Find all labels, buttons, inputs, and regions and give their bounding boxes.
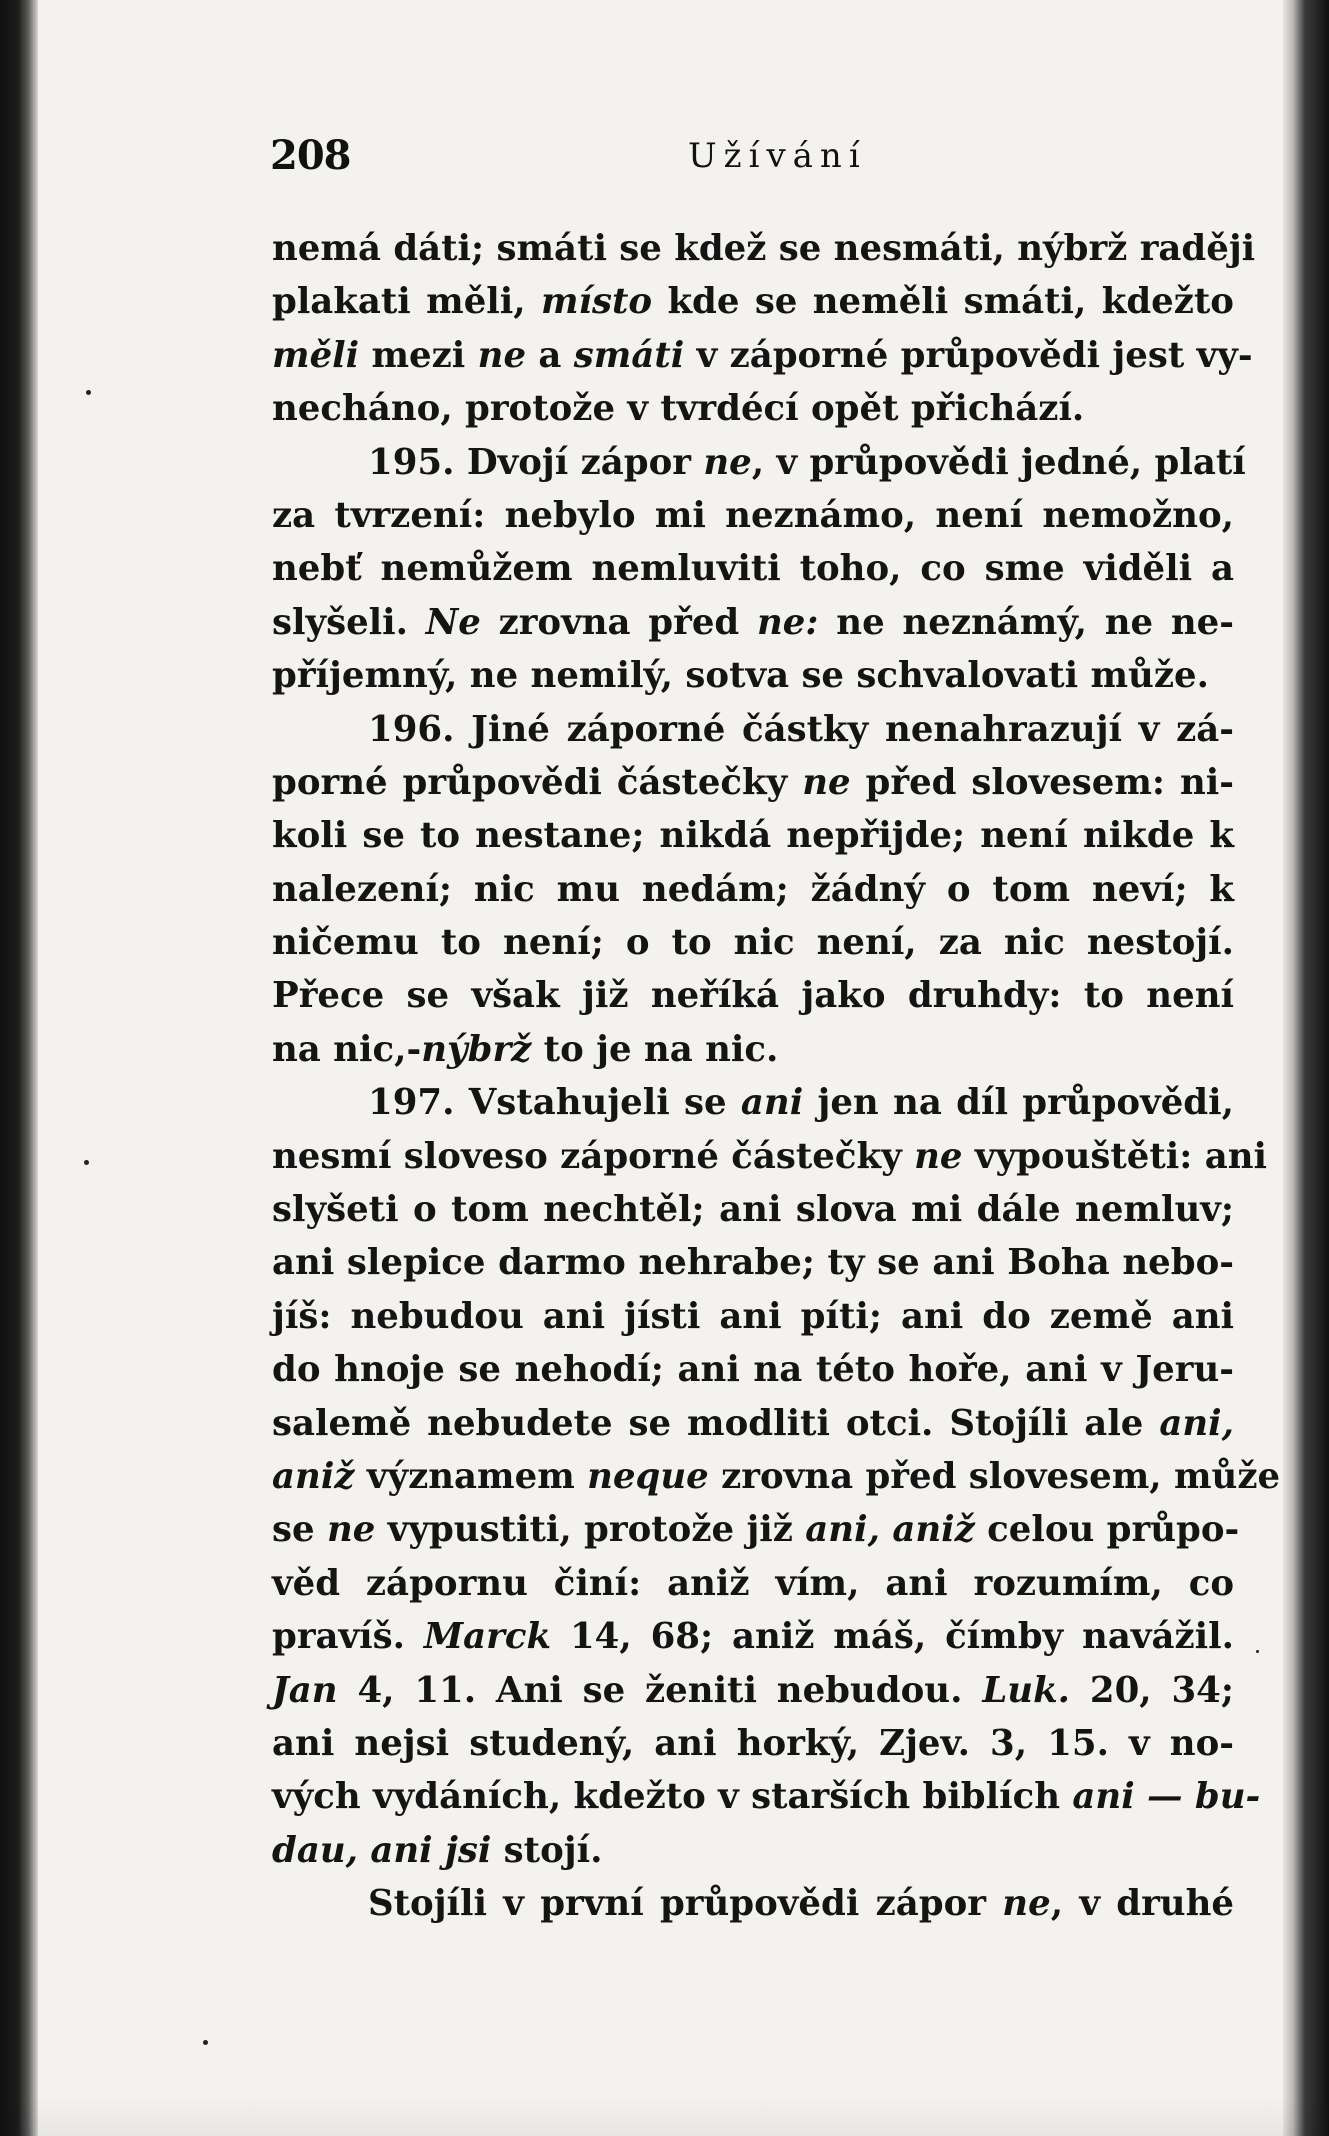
scan-speck (84, 1160, 89, 1165)
body-text (272, 222, 1281, 1931)
page-left-edge-shadow (0, 0, 38, 2136)
text-line: jíš: nebudou ani jísti ani píti; ani do země ani (272, 1295, 1234, 1337)
text-line: věd zápornu činí: aniž vím, ani rozumím, co (272, 1562, 1234, 1604)
text-line: se ne vypustiti, protože již ani, aniž celou průpo- (272, 1509, 1240, 1551)
text-line: dau, ani jsi stojí. (272, 1829, 603, 1871)
page-bottom-shade (0, 2096, 1329, 2136)
text-line: do hnoje se nehodí; ani na této hoře, ani v Jeru- (272, 1349, 1234, 1391)
text-line: slyšeli. Ne zrovna před ne: ne neznámý, ne ne- (272, 601, 1234, 643)
text-line: nesmí sloveso záporné částečky ne vypouštěti: ani (272, 1135, 1268, 1177)
running-title: Užívání (688, 136, 867, 176)
text-line: vých vydáních, kdežto v starších biblích ani — bu- (272, 1776, 1261, 1818)
text-line: za tvrzení: nebylo mi neznámo, není nemožno, (272, 494, 1234, 536)
scan-speck (1256, 1650, 1259, 1653)
paragraph-197-start: 197. Vstahujeli se ani jen na díl průpovědi, (368, 1082, 1234, 1124)
text-line: ani nejsi studený, ani horký, Zjev. 3, 15. v no- (272, 1722, 1234, 1764)
page-right-edge-shadow (1283, 0, 1329, 2136)
text-line: ničemu to není; o to nic není, za nic nestojí. (272, 922, 1234, 964)
text-line: nemá dáti; smáti se kdež se nesmáti, nýbrž raději (272, 228, 1256, 269)
text-line: ani slepice darmo nehrabe; ty se ani Boha nebo- (272, 1242, 1234, 1284)
text-line: nalezení; nic mu nedám; žádný o tom neví; k (272, 868, 1234, 910)
text-line: salemě nebudete se modliti otci. Stojíli ale ani, (272, 1402, 1234, 1444)
text-line: pravíš. Marck 14, 68; aniž máš, čímby navážil. (272, 1616, 1234, 1658)
text-line: příjemný, ne nemilý, sotva se schvalovati může. (272, 655, 1209, 697)
page-number: 208 (270, 132, 351, 179)
page-header (270, 132, 1250, 192)
text-line: aniž významem neque zrovna před slovesem, může (272, 1455, 1281, 1497)
scan-speck (203, 2040, 208, 2045)
text-line: nebť nemůžem nemluviti toho, co sme viděli a (272, 548, 1234, 590)
text-line: plakati měli, místo kde se neměli smáti, kdežto (272, 281, 1234, 323)
text-line: slyšeti o tom nechtěl; ani slova mi dále nemluv; (272, 1189, 1234, 1231)
text-line: koli se to nestane; nikdá nepřijde; není nikde k (272, 815, 1234, 857)
text-line: necháno, protože v tvrdécí opět přichází. (272, 388, 1085, 430)
text-line: porné průpovědi částečky ne před slovesem: ni- (272, 761, 1234, 803)
text-line: měli mezi ne a smáti v záporné průpovědi jest vy- (272, 334, 1253, 376)
scan-speck (86, 390, 91, 395)
text-line: Přece se však již neříká jako druhdy: to není (272, 975, 1234, 1017)
text-line: Jan 4, 11. Ani se ženiti nebudou. Luk. 20, 34; (272, 1669, 1234, 1711)
paragraph-196-start: 196. Jiné záporné částky nenahrazují v zá- (368, 708, 1234, 750)
text-line: na nic,-nýbrž to je na nic. (272, 1028, 779, 1070)
paragraph-195-start: 195. Dvojí zápor ne, v průpovědi jedné, platí (368, 441, 1246, 483)
paragraph-next-start: Stojíli v první průpovědi zápor ne, v druhé (368, 1883, 1234, 1925)
